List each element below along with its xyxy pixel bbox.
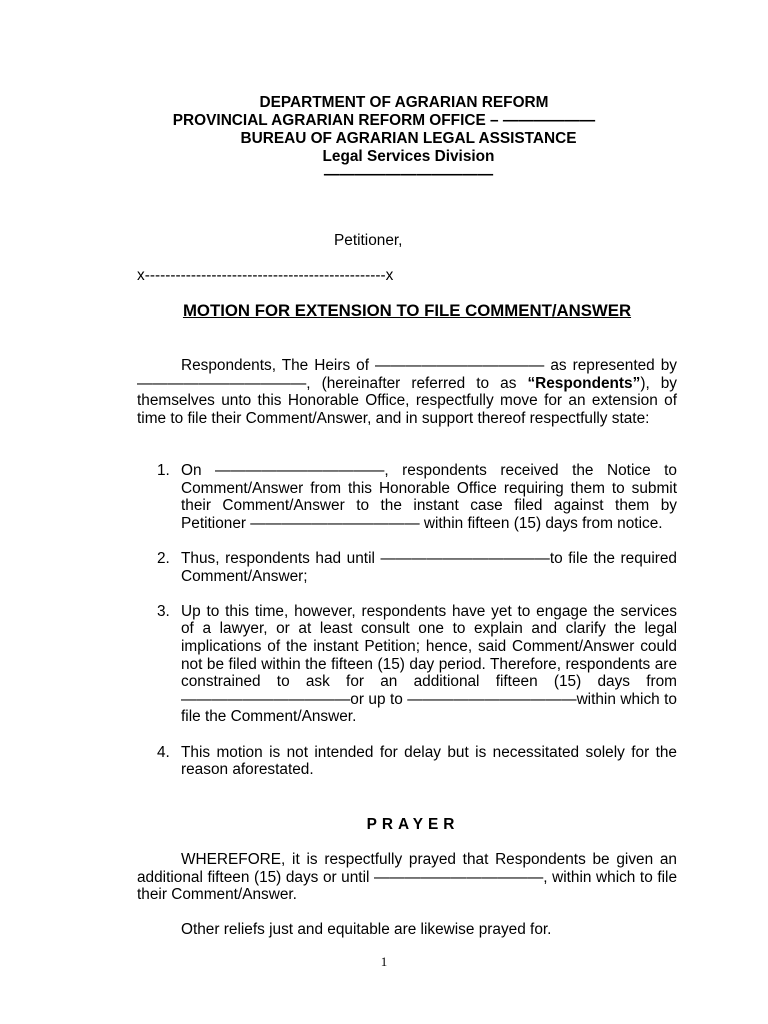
other-reliefs-text: Other reliefs just and equitable are likewise prayed for. <box>181 921 552 938</box>
prayer-paragraph <box>137 851 677 904</box>
list-item-text: Thus, respondents had until ———————————to file the required Comment/Answer; <box>181 549 677 585</box>
list-item-number: 2. <box>157 549 170 567</box>
intro-text-1: Respondents, The Heirs of ——————————— as represented by ———————————, (hereinafter referred to as <box>137 357 677 392</box>
header-blank-line: ——————————— <box>323 166 494 183</box>
intro-paragraph <box>137 357 677 427</box>
prayer-heading: PRAYER <box>366 816 460 833</box>
prayer-text: WHEREFORE, it is respectfully prayed that Respondents be given an additional fifteen (15) days or until ———————————, within which to file their Comment/Answer. <box>137 851 677 904</box>
header-department: DEPARTMENT OF AGRARIAN REFORM <box>259 94 549 111</box>
list-item-number: 4. <box>157 743 170 761</box>
list-item <box>137 550 677 585</box>
list-item <box>137 603 677 726</box>
list-item-text: On ———————————, respondents received the Notice to Comment/Answer from this Honorable Office requiring them to submit their Comment/Answer to the instant case filed against them by Petitioner ——————————— within fifteen (15) days from notice. <box>181 462 677 532</box>
document-title: MOTION FOR EXTENSION TO FILE COMMENT/ANSWER <box>182 301 632 320</box>
page-number: 1 <box>380 954 388 969</box>
header-bureau: BUREAU OF AGRARIAN LEGAL ASSISTANCE <box>240 130 577 147</box>
intro-text-2: ), by themselves unto this Honorable Office, respectfully move for an extension of time to file their Comment/Answer, and in support thereof respectfully state: <box>137 374 678 427</box>
petitioner-label: Petitioner, <box>334 232 403 249</box>
header-division: Legal Services Division <box>322 148 495 165</box>
header-provincial-office: PROVINCIAL AGRARIAN REFORM OFFICE – —————— <box>172 112 596 129</box>
list-item <box>137 744 677 779</box>
respondents-term: “Respondents” <box>527 374 641 392</box>
list-item-number: 3. <box>157 602 170 620</box>
numbered-allegations <box>137 462 677 796</box>
document-header <box>0 94 768 184</box>
list-item-text: This motion is not intended for delay but is necessitated solely for the reason aforestated. <box>181 743 677 779</box>
list-item-text: Up to this time, however, respondents have yet to engage the services of a lawyer, or at least consult one to explain and clarify the legal implications of the instant Petition; hence, said Comment/Answer could not be filed within the fifteen (15) day period. Therefore, respondents are constrained to ask for an additional fifteen (15) days from ———————————or up to ———————————within which to file the Comment/Answer. <box>181 602 677 726</box>
list-item <box>137 462 677 532</box>
caption-separator: x-----------------------------------------------x <box>137 267 394 284</box>
list-item-number: 1. <box>157 462 170 479</box>
